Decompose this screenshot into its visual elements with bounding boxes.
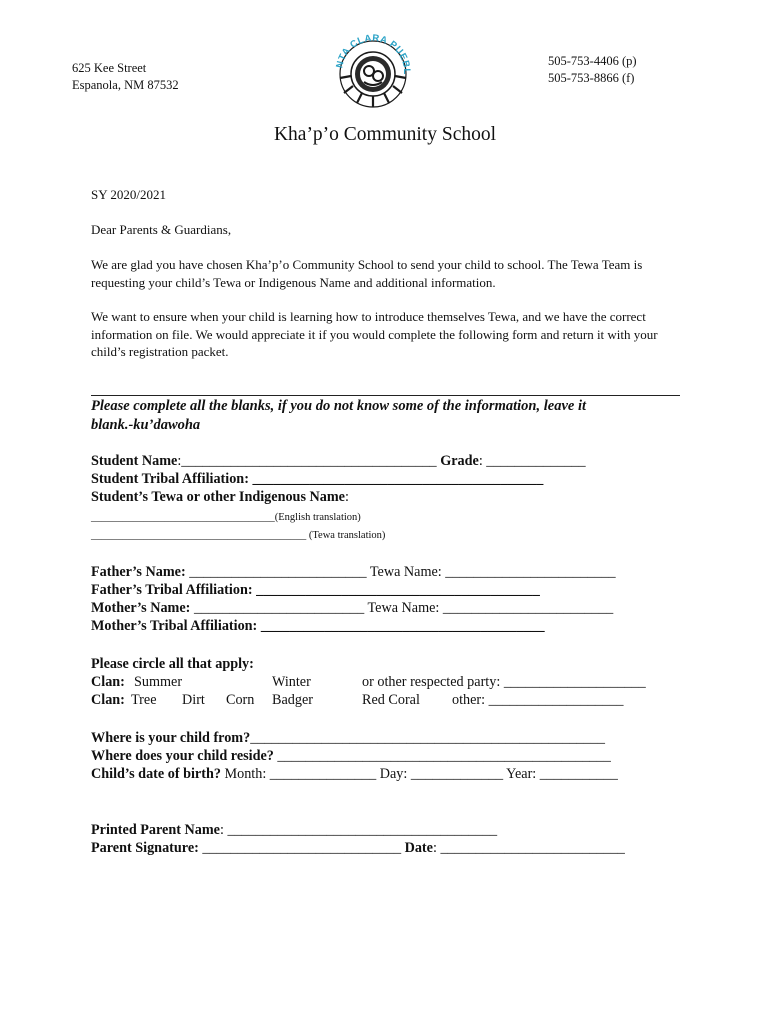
child-from-field[interactable]: __________________________________________________ <box>250 730 605 746</box>
student-tribal-field[interactable]: _________________________________________ <box>252 471 544 487</box>
printed-name-label: Printed Parent Name <box>91 822 220 838</box>
clan-label-1: Clan: <box>91 674 125 690</box>
father-tribal-row <box>91 581 540 599</box>
grade-field[interactable]: : ______________ <box>478 453 586 469</box>
mother-name-label: Mother’s Name: <box>91 600 194 616</box>
phone-number: 505-753-4406 (p) <box>548 54 637 68</box>
contact-numbers <box>548 53 637 87</box>
english-translation-field[interactable]: ___________________________________ <box>91 512 275 523</box>
mother-tewa-field[interactable]: ________________________ <box>442 600 614 616</box>
circle-instruction: Please circle all that apply: <box>91 656 254 672</box>
father-name-label: Father’s Name: <box>91 564 190 580</box>
mother-name-row <box>91 599 613 617</box>
date-field[interactable]: : __________________________ <box>432 840 625 856</box>
clan-other-field[interactable]: other: ___________________ <box>452 692 624 708</box>
student-name-label: Student Name <box>91 453 178 469</box>
tewa-name-row <box>91 488 349 506</box>
fax-number: 505-753-8866 (f) <box>548 71 635 85</box>
english-translation-note: (English translation) <box>274 512 361 523</box>
mother-name-field[interactable]: ________________________ <box>193 600 365 616</box>
page-title: Kha’p’o Community School <box>273 124 497 145</box>
address-line-2: Espanola, NM 87532 <box>72 78 179 92</box>
clan-option-badger[interactable]: Badger <box>272 692 313 708</box>
student-name-field[interactable]: :____________________________________ <box>177 453 437 469</box>
clan-label-2: Clan: <box>91 692 125 708</box>
child-from-row <box>91 729 605 747</box>
student-tribal-label: Student Tribal Affiliation: <box>91 471 253 487</box>
signature-label: Parent Signature: <box>91 840 203 856</box>
section-divider <box>91 395 680 396</box>
printed-name-row <box>91 821 497 839</box>
purpose-paragraph: We want to ensure when your child is learning how to introduce themselves Tewa, and we have the correct information on file. We would appreciate it if you would complete the following form and return it with your child’s registration packet. <box>91 309 658 359</box>
dob-year-field[interactable]: Year: ___________ <box>503 766 618 782</box>
dob-row <box>91 765 618 783</box>
signature-field[interactable]: ____________________________ <box>202 840 402 856</box>
father-name-field[interactable]: _________________________ <box>189 564 367 580</box>
mother-tribal-field[interactable]: ________________________________________ <box>260 618 545 634</box>
tewa-name-label: Student’s Tewa or other Indigenous Name <box>91 489 345 505</box>
child-reside-label: Where does your child reside? <box>91 748 274 764</box>
mother-tribal-label: Mother’s Tribal Affiliation: <box>91 618 261 634</box>
pueblo-seal-logo <box>328 30 418 110</box>
respected-party-field[interactable]: or other respected party: ____________________ <box>362 674 646 690</box>
mother-tribal-row <box>91 617 545 635</box>
father-tribal-field[interactable]: ________________________________________ <box>256 582 540 598</box>
clan-option-winter[interactable]: Winter <box>272 674 311 690</box>
address-line-1: 625 Kee Street <box>72 61 147 75</box>
form-instructions <box>91 397 586 435</box>
intro-paragraph: We are glad you have chosen Kha’p’o Community School to send your child to school. The Tewa Team is requesting your child’s Tewa or Indigenous Name and additional information. <box>91 257 643 290</box>
english-translation-row <box>91 509 361 527</box>
child-from-label: Where is your child from? <box>91 730 251 746</box>
instructions-line-2: blank.-ku’dawoha <box>91 417 201 433</box>
father-tewa-label: Tewa Name: <box>366 564 446 580</box>
clan-option-summer[interactable]: Summer <box>134 674 183 690</box>
school-address <box>72 60 179 94</box>
greeting: Dear Parents & Guardians, <box>91 222 232 237</box>
svg-text:SANTA CLARA PUEBLO: NTA CLARA PUEBL <box>334 32 413 75</box>
tewa-translation-row <box>91 527 385 545</box>
student-tribal-row <box>91 470 543 488</box>
date-label: Date <box>401 840 433 856</box>
child-reside-field[interactable]: _______________________________________________ <box>273 748 611 764</box>
grade-label: Grade <box>440 453 479 469</box>
school-year: SY 2020/2021 <box>91 187 166 202</box>
tewa-name-colon: : <box>344 489 349 505</box>
signature-row <box>91 839 625 857</box>
clan-option-tree[interactable]: Tree <box>131 692 157 708</box>
instructions-line-1: Please complete all the blanks, if you do not know some of the information, leave it <box>91 398 586 414</box>
tewa-translation-note: (Tewa translation) <box>306 530 386 541</box>
clan-option-red-coral[interactable]: Red Coral <box>362 692 420 708</box>
dob-day-field[interactable]: Day: _____________ <box>376 766 504 782</box>
child-reside-row <box>91 747 611 765</box>
father-tribal-label: Father’s Tribal Affiliation: <box>91 582 257 598</box>
tewa-translation-field[interactable]: _________________________________________ <box>91 530 307 541</box>
father-tewa-field[interactable]: ________________________ <box>445 564 616 580</box>
printed-name-field[interactable]: : ______________________________________ <box>219 822 498 838</box>
clan-option-dirt[interactable]: Dirt <box>182 692 205 708</box>
father-name-row <box>91 563 616 581</box>
clan-option-corn[interactable]: Corn <box>226 692 255 708</box>
dob-month-field[interactable]: Month: _______________ <box>220 766 377 782</box>
mother-tewa-label: Tewa Name: <box>364 600 443 616</box>
dob-label: Child’s date of birth? <box>91 766 221 782</box>
student-name-row <box>91 452 586 470</box>
